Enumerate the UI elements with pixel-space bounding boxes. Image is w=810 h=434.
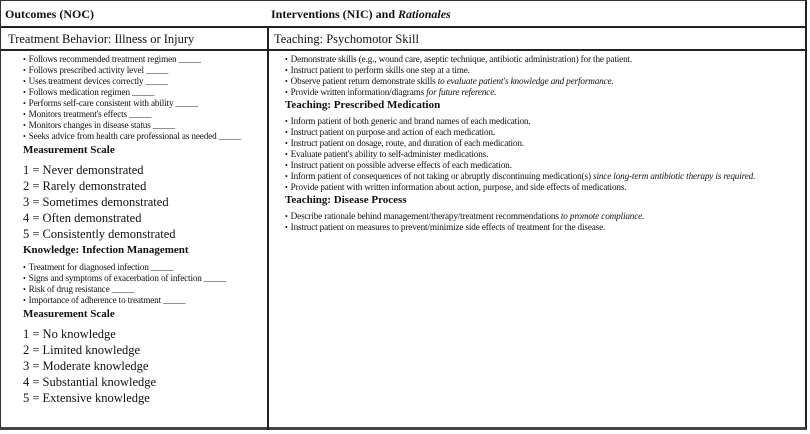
list-item: • Demonstrate skills (e.g., wound care, aseptic technique, antibiotic administration) for the patient. (285, 54, 805, 65)
outcomes-column (23, 54, 267, 406)
scale-item: 3 = Moderate knowledge (23, 359, 149, 373)
list-item: • Provide written information/diagrams for future reference. (285, 87, 805, 98)
table-header-row (1, 1, 805, 28)
list-item: • Instruct patient on dosage, route, and duration of each medication. (285, 138, 805, 149)
list-item: • Importance of adherence to treatment _____ (23, 295, 267, 306)
scale-item: 1 = Never demonstrated (23, 163, 144, 177)
disease-process-heading: Teaching: Disease Process (285, 194, 407, 206)
list-item: • Performs self-care consistent with ability _____ (23, 98, 267, 109)
scale-item: 1 = No knowledge (23, 327, 116, 341)
list-item: • Monitors treatment's effects _____ (23, 109, 267, 120)
scale-item: 2 = Rarely demonstrated (23, 179, 147, 193)
treatment-behavior-list (23, 54, 267, 142)
measurement-scale-list (23, 326, 267, 406)
list-item: • Seeks advice from health care professional as needed _____ (23, 131, 267, 142)
psychomotor-list (285, 54, 805, 98)
list-item: • Follows recommended treatment regimen _____ (23, 54, 267, 65)
measurement-scale-heading: Measurement Scale (23, 308, 115, 320)
scale-item: 5 = Consistently demonstrated (23, 227, 176, 241)
scale-item: 2 = Limited knowledge (23, 343, 141, 357)
list-item: • Instruct patient on possible adverse effects of each medication. (285, 160, 805, 171)
measurement-scale-heading: Measurement Scale (23, 144, 115, 156)
interventions-column-header (271, 7, 451, 22)
disease-process-list (285, 211, 805, 233)
list-item: • Instruct patient to perform skills one step at a time. (285, 65, 805, 76)
list-item: • Follows prescribed activity level _____ (23, 65, 267, 76)
list-item: • Instruct patient on purpose and action of each medication. (285, 127, 805, 138)
list-item: • Inform patient of both generic and brand names of each medication. (285, 116, 805, 127)
list-item: • Risk of drug resistance _____ (23, 284, 267, 295)
list-item: • Describe rationale behind management/therapy/treatment recommendations to promote compliance. (285, 211, 805, 222)
list-item: • Follows medication regimen _____ (23, 87, 267, 98)
scale-item: 5 = Extensive knowledge (23, 391, 150, 405)
list-item: • Signs and symptoms of exacerbation of infection _____ (23, 273, 267, 284)
column-divider (267, 28, 269, 430)
medication-list (285, 116, 805, 193)
interventions-label: Interventions (NIC) and (271, 7, 399, 21)
outcomes-column-header: Outcomes (NOC) (5, 7, 94, 21)
list-item: • Inform patient of consequences of not taking or abruptly discontinuing medication(s) since long-term antibiotic therapy is required. (285, 171, 805, 182)
scale-item: 4 = Substantial knowledge (23, 375, 157, 389)
list-item: • Uses treatment devices correctly _____ (23, 76, 267, 87)
list-item: • Monitors changes in disease status _____ (23, 120, 267, 131)
measurement-scale-list (23, 162, 267, 242)
medication-heading: Teaching: Prescribed Medication (285, 99, 441, 111)
list-item: • Evaluate patient's ability to self-administer medications. (285, 149, 805, 160)
list-item: • Instruct patient on measures to prevent/minimize side effects of treatment for the disease. (285, 222, 805, 233)
table-subheader-row (1, 28, 805, 51)
outcome-category-title: Treatment Behavior: Illness or Injury (8, 32, 195, 46)
interventions-column (285, 54, 805, 233)
list-item: • Observe patient return demonstrate skills to evaluate patient's knowledge and performance. (285, 76, 805, 87)
list-item: • Treatment for diagnosed infection _____ (23, 262, 267, 273)
list-item: • Provide patient with written information about action, purpose, and side effects of medications. (285, 182, 805, 193)
intervention-category-title: Teaching: Psychomotor Skill (274, 32, 419, 46)
scale-item: 4 = Often demonstrated (23, 211, 142, 225)
rationales-label: Rationales (398, 7, 451, 21)
knowledge-list (23, 262, 267, 306)
knowledge-heading: Knowledge: Infection Management (23, 244, 189, 256)
scale-item: 3 = Sometimes demonstrated (23, 195, 169, 209)
